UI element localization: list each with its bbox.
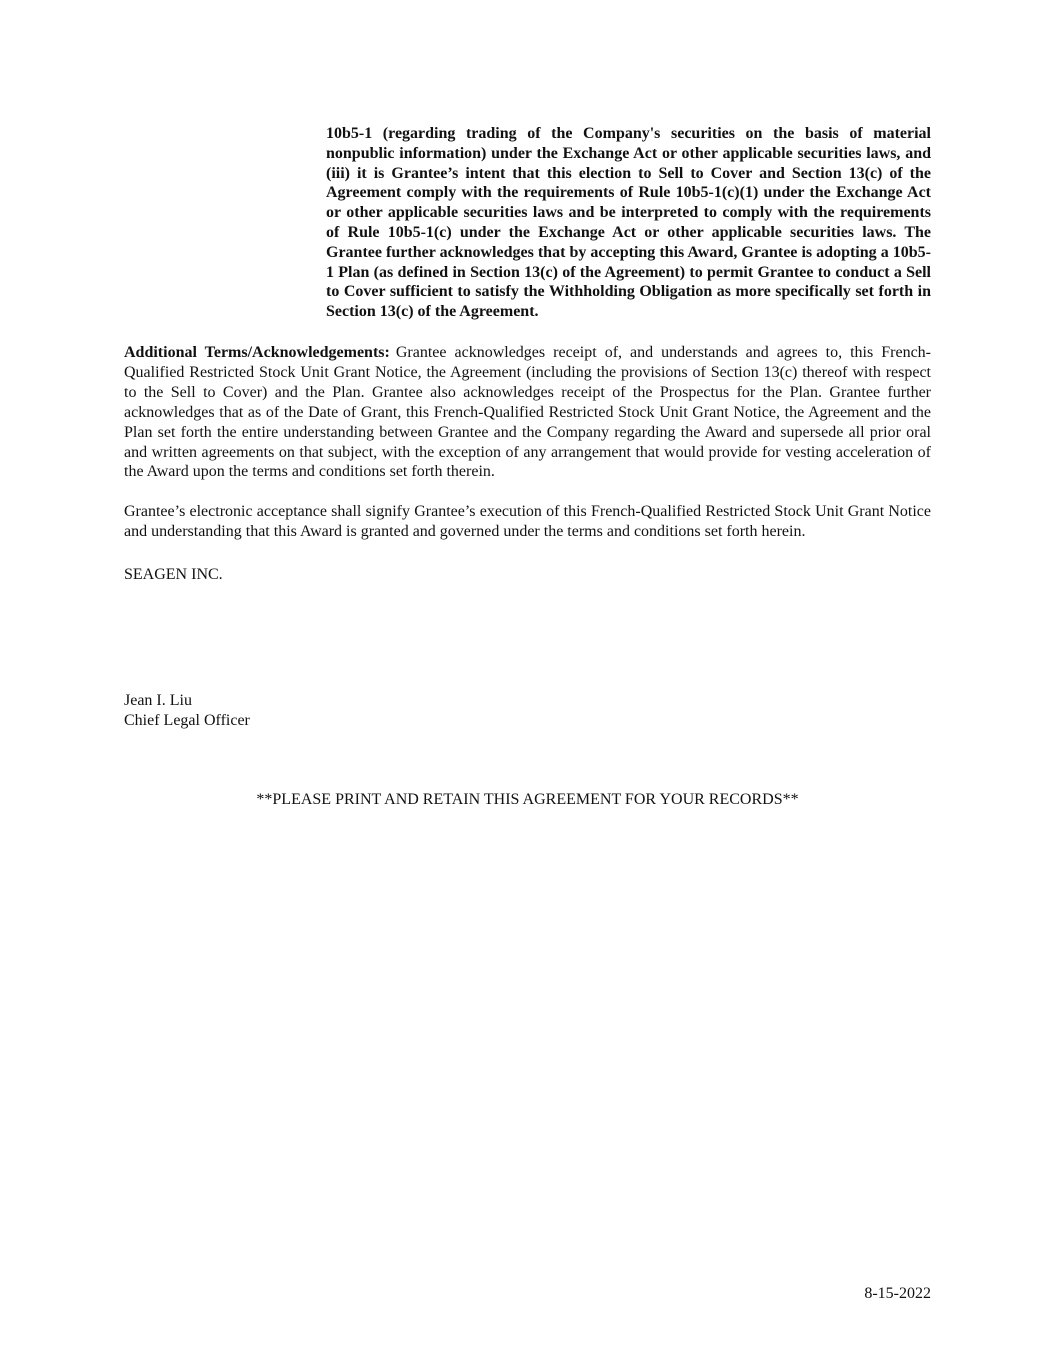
signatory-title: Chief Legal Officer xyxy=(124,712,250,729)
print-retain-notice: **PLEASE PRINT AND RETAIN THIS AGREEMENT FOR YOUR RECORDS** xyxy=(256,791,799,808)
additional-terms-heading: Additional Terms/Acknowledgements: xyxy=(124,344,390,361)
signatory-name: Jean I. Liu xyxy=(124,692,192,709)
version-date: 8-15-2022 xyxy=(864,1285,931,1302)
acceptance-paragraph: Grantee’s electronic acceptance shall signify Grantee’s execution of this French-Qualified Restricted Stock Unit Grant Notice and understanding that this Award is granted and governed under the terms and conditions set forth herein. xyxy=(124,503,931,540)
additional-terms-paragraph xyxy=(124,343,931,482)
election-continuation-text: 10b5-1 (regarding trading of the Company's securities on the basis of material nonpublic information) under the Exchange Act or other applicable securities laws, and (iii) it is Grantee’s intent that this election to Sell to Cover and Section 13(c) of the Agreement comply with the requirements of Rule 10b5-1(c)(1) under the Exchange Act or other applicable securities laws and be interpreted to comply with the requirements of Rule 10b5-1(c) under the Exchange Act or other applicable securities laws. The Grantee further acknowledges that by accepting this Award, Grantee is adopting a 10b5-1 Plan (as defined in Section 13(c) of the Agreement) to permit Grantee to conduct a Sell to Cover sufficient to satisfy the Withholding Obligation as more specifically set forth in Section 13(c) of the Agreement. xyxy=(326,125,931,321)
company-name: SEAGEN INC. xyxy=(124,566,223,583)
additional-terms-body: Grantee acknowledges receipt of, and understands and agrees to, this French-Qualified Restricted Stock Unit Grant Notice, the Agreement (including the provisions of Section 13(c) thereof with respect to the Sell to Cover) and the Plan. Grantee also acknowledges receipt of the Prospectus for the Plan. Grantee further acknowledges that as of the Date of Grant, this French-Qualified Restricted Stock Unit Grant Notice, the Agreement and the Plan set forth the entire understanding between Grantee and the Company regarding the Award and supersede all prior oral and written agreements on that subject, with the exception of any arrangement that would provide for vesting acceleration of the Award upon the terms and conditions set forth therein. xyxy=(124,344,931,481)
